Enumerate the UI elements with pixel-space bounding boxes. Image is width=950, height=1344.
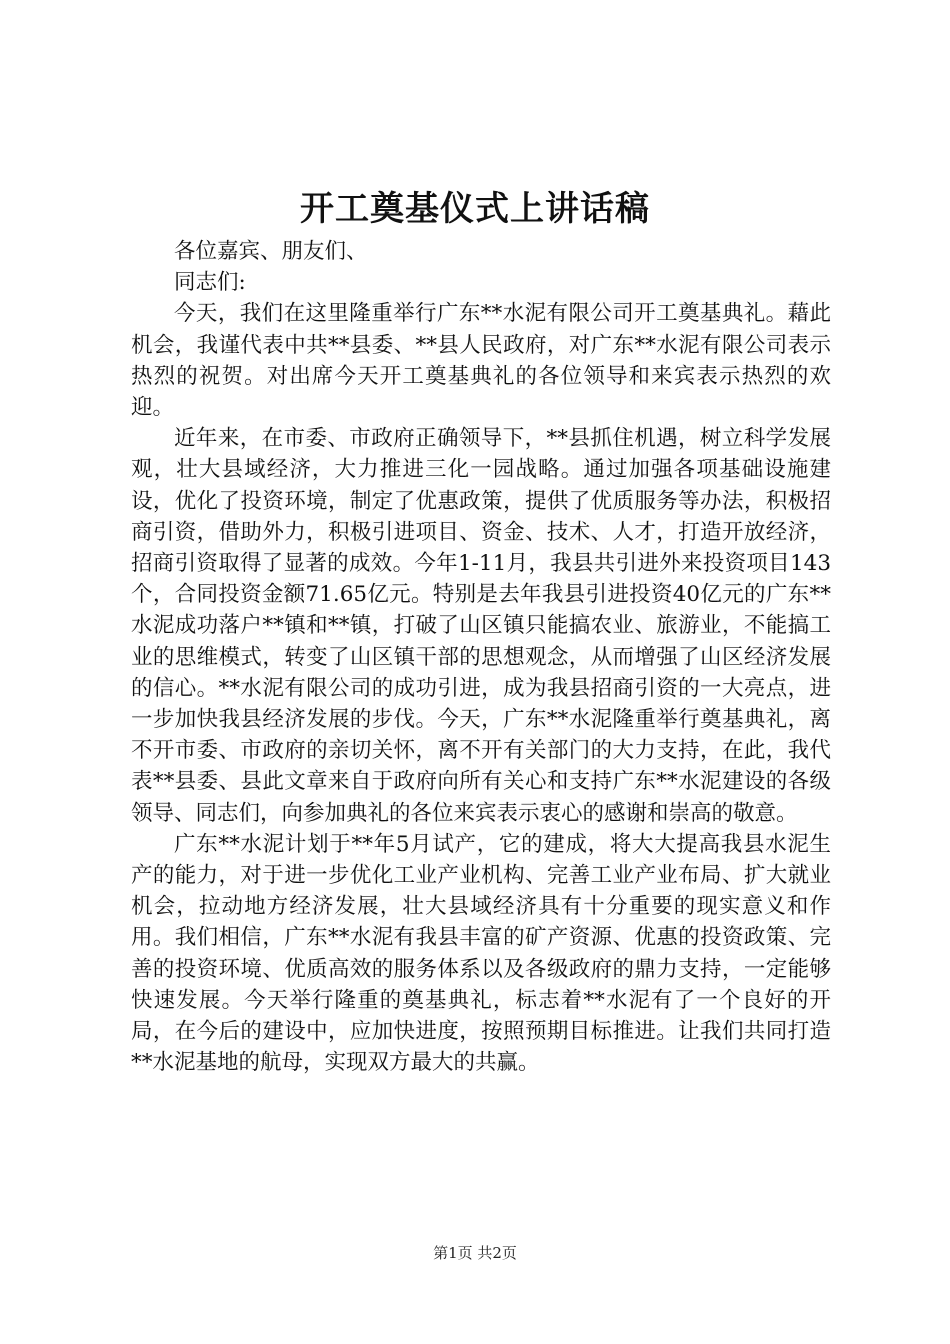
salutation-line-1: 各位嘉宾、朋友们、 — [174, 239, 368, 264]
document-body — [131, 236, 831, 1078]
paragraph-outlook: 广东**水泥计划于**年5月试产，它的建成，将大大提高我县水泥生产的能力，对于进一步优化工业产业机构、完善工业产业布局、扩大就业机会，拉动地方经济发展，壮大县域经济具有十分重要的现实意义和作用。我们相信，广东**水泥有我县丰富的矿产资源、优惠的投资政策、完善的投资环境、优质高效的服务体系以及各级政府的鼎力支持，一定能够快速发展。今天举行隆重的奠基典礼，标志着**水泥有了一个良好的开局，在今后的建设中，应加快进度，按照预期目标推进。让我们共同打造**水泥基地的航母，实现双方最大的共赢。 — [131, 831, 831, 1076]
document-title: 开工奠基仪式上讲话稿 — [300, 189, 650, 229]
salutation-line-2: 同志们: — [174, 270, 246, 296]
paragraph-opening: 今天，我们在这里隆重举行广东**水泥有限公司开工奠基典礼。藉此机会，我谨代表中共**县委、**县人民政府，对广东**水泥有限公司表示热烈的祝贺。对出席今天开工奠基典礼的各位领导和来宾表示热烈的欢迎。 — [131, 301, 831, 421]
page-number-footer: 第1页 共2页 — [433, 1244, 517, 1262]
paragraph-development: 近年来，在市委、市政府正确领导下，**县抓住机遇，树立科学发展观，壮大县域经济，大力推进三化一园战略。通过加强各项基础设施建设，优化了投资环境，制定了优惠政策，提供了优质服务等办法，积极招商引资，借助外力，积极引进项目、资金、技术、人才，打造开放经济，招商引资取得了显著的成效。今年1-11月，我县共引进外来投资项目143个，合同投资金额71.65亿元。特别是去年我县引进投资40亿元的广东**水泥成功落户**镇和**镇，打破了山区镇只能搞农业、旅游业，不能搞工业的思维模式，转变了山区镇干部的思想观念，从而增强了山区经济发展的信心。**水泥有限公司的成功引进，成为我县招商引资的一大亮点，进一步加快我县经济发展的步伐。今天，广东**水泥隆重举行奠基典礼，离不开市委、市政府的亲切关怀，离不开有关部门的大力支持，在此，我代表**县委、县此文章来自于政府向所有关心和支持广东**水泥建设的各级领导、同志们，向参加典礼的各位来宾表示衷心的感谢和崇高的敬意。 — [131, 426, 831, 826]
